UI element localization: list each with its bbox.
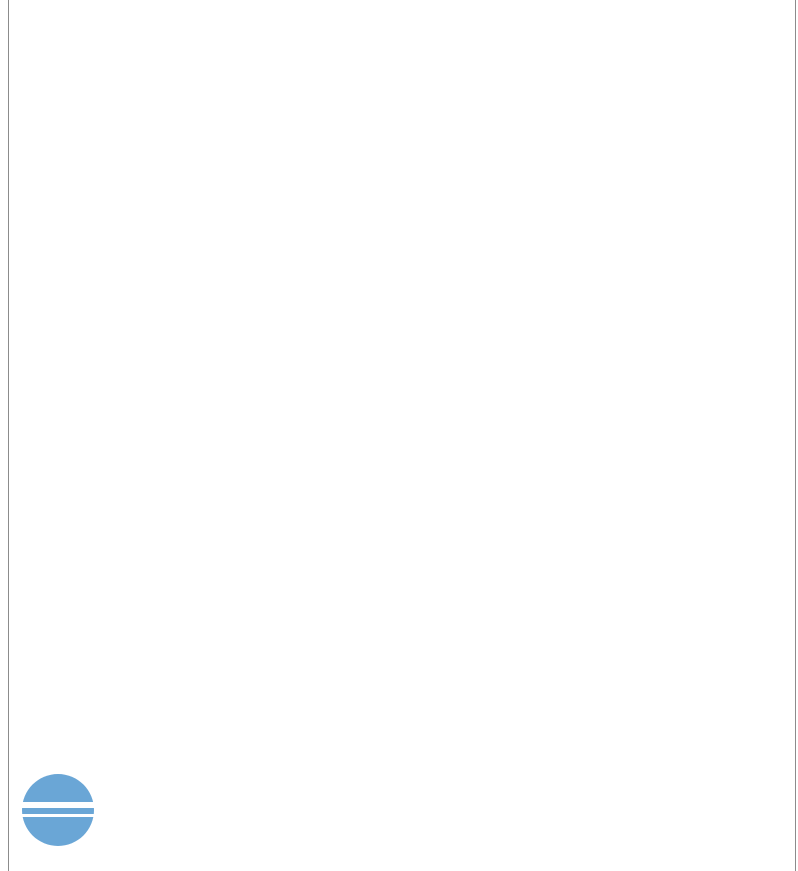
page-left-edge: [8, 0, 9, 871]
sun-horizon-icon: [18, 802, 98, 808]
sun-logo-icon: [18, 774, 98, 846]
sun-disc-icon: [22, 774, 94, 846]
page-right-edge: [795, 0, 796, 871]
watermark: [0, 750, 798, 871]
